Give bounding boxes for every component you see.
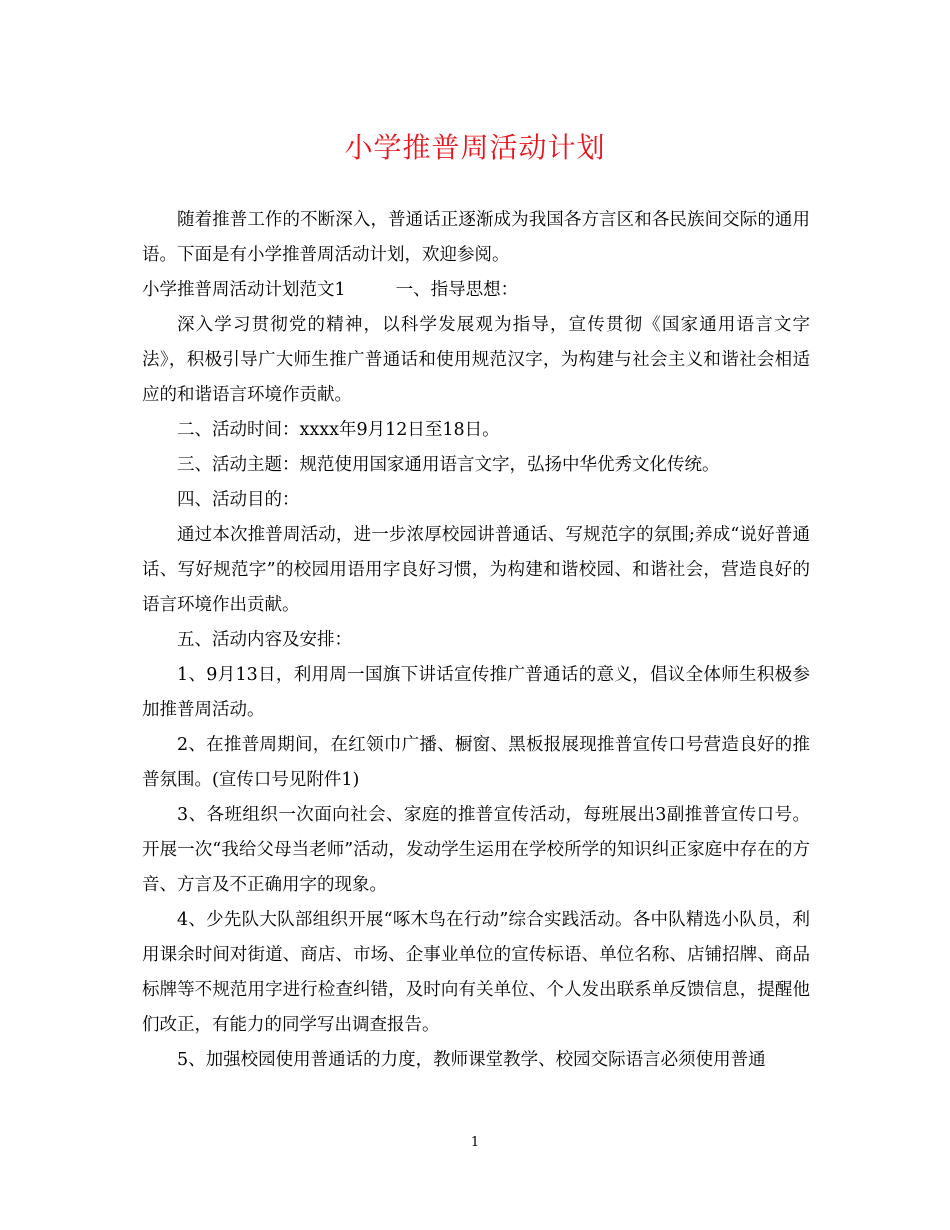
sample-heading-line — [142, 273, 810, 308]
section4-heading: 四、活动目的： — [177, 490, 300, 510]
section4-paragraph: 通过本次推普周活动，进一步浓厚校园讲普通话、写规范字的氛围;养成“说好普通话、写好规范字”的校园用语用字良好习惯，为构建和谐校园、和谐社会，营造良好的语言环境作出贡献。 — [142, 525, 810, 615]
section1-heading: 一、指导思想： — [395, 280, 519, 300]
list-item: 1、9月13日，利用周一国旗下讲话宣传推广普通话的意义，倡议全体师生积极参加推普周活动。 — [142, 665, 810, 720]
section2-paragraph: 二、活动时间：xxxx年9月12日至18日。 — [177, 420, 500, 440]
section3-paragraph: 三、活动主题：规范使用国家通用语言文字，弘扬中华优秀文化传统。 — [177, 455, 720, 475]
document-title: 小学推普周活动计划 — [344, 131, 606, 164]
sample-heading: 小学推普周活动计划范文1 — [142, 280, 346, 300]
list-item: 3、各班组织一次面向社会、家庭的推普宣传活动，每班展出3副推普宣传口号。开展一次“我给父母当老师”活动，发动学生运用在学校所学的知识纠正家庭中存在的方音、方言及不正确用字的现象。 — [142, 805, 810, 895]
list-item: 4、少先队大队部组织开展“啄木鸟在行动”综合实践活动。各中队精选小队员，利用课余时间对街道、商店、市场、企事业单位的宣传标语、单位名称、店铺招牌、商品标牌等不规范用字进行检查纠错，及时向有关单位、个人发出联系单反馈信息，提醒他们改正，有能力的同学写出调查报告。 — [142, 910, 810, 1035]
section5-heading: 五、活动内容及安排： — [177, 630, 352, 650]
page-number: 1 — [470, 1135, 480, 1150]
intro-paragraph: 随着推普工作的不断深入，普通话正逐渐成为我国各方言区和各民族间交际的通用语。下面是有小学推普周活动计划，欢迎参阅。 — [142, 210, 810, 265]
section1-paragraph: 深入学习贯彻党的精神，以科学发展观为指导，宣传贯彻《国家通用语言文字法》，积极引导广大师生推广普通话和使用规范汉字，为构建与社会主义和谐社会相适应的和谐语言环境作贡献。 — [142, 315, 810, 405]
list-item: 2、在推普周期间，在红领巾广播、橱窗、黑板报展现推普宣传口号营造良好的推普氛围。(宣传口号见附件1) — [142, 735, 810, 790]
document-body — [142, 203, 810, 1078]
list-item: 5、加强校园使用普通话的力度，教师课堂教学、校园交际语言必须使用普通 — [177, 1050, 766, 1070]
